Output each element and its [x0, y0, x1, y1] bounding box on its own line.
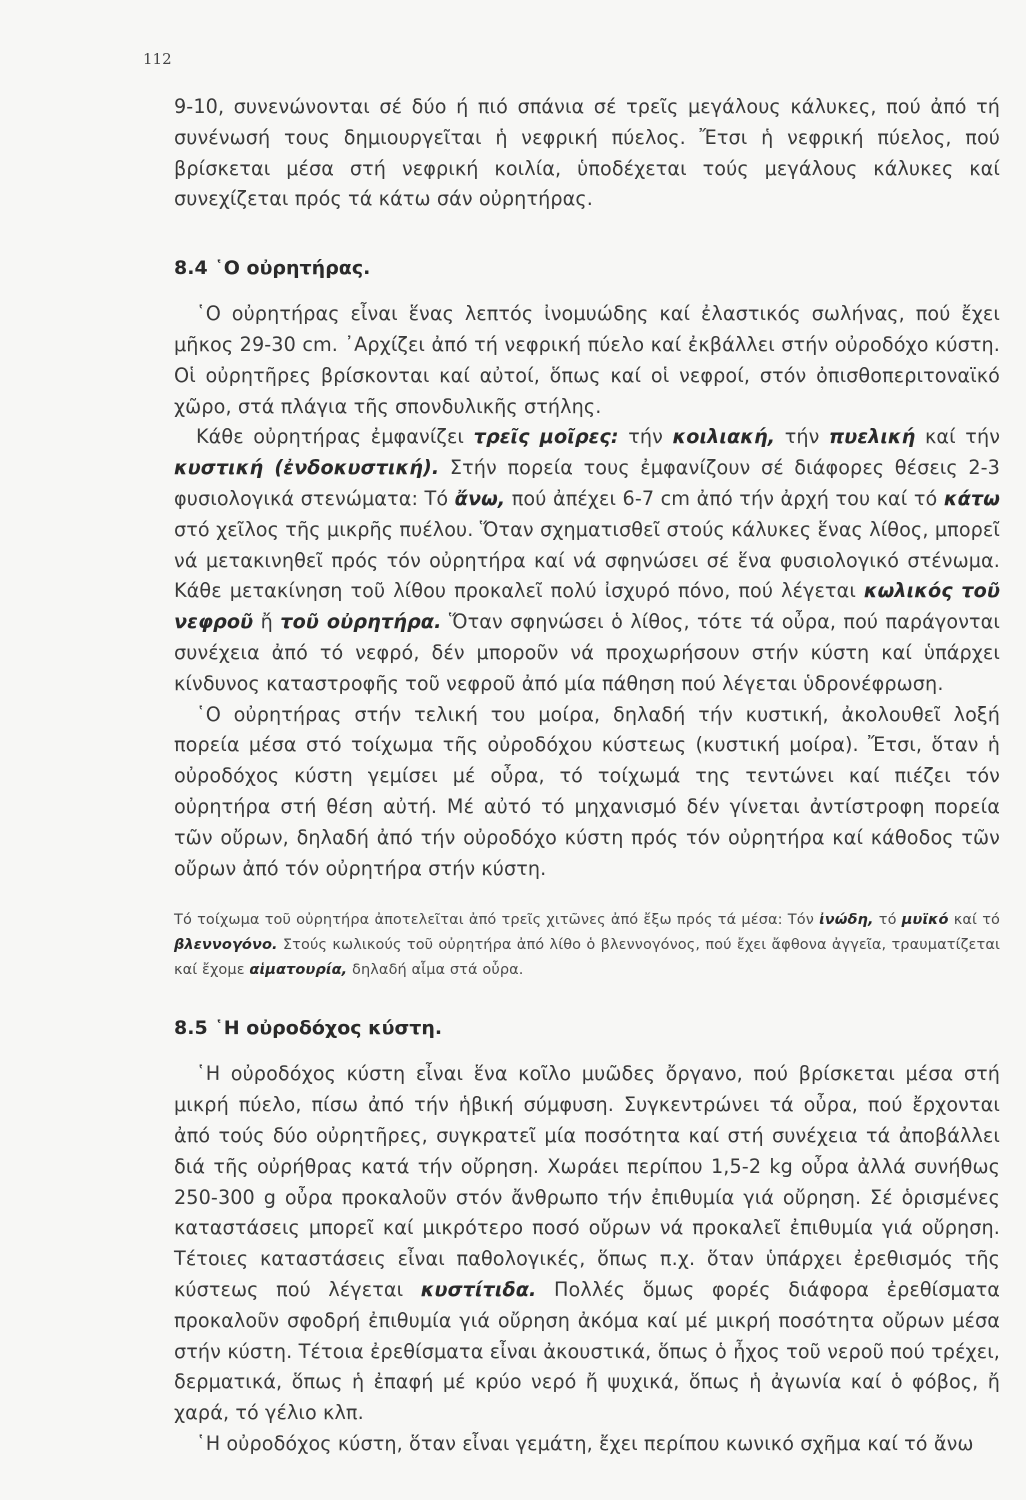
bladder-paragraph: ῾Η οὐροδόχος κύστη εἶναι ἕνα κοῖλο μυῶδες ὄργανο, πού βρίσκεται μέσα στή μικρή πύελο, πίσω ἀπό τήν ἡβική σύμφυση. Συγκεντρώνει τά οὖρα, πού ἔρχονται ἀπό τούς δύο οὐρητῆρες, συγκρατεῖ μία ποσότητα καί στή συνέχεια τά ἀποβάλλει διά τῆς οὐρήθρας κατά τήν οὔρηση. Χωράει περίπου 1,5-2 kg οὖρα ἀλλά συνήθως 250-300 g οὖρα προκαλοῦν στόν ἄνθρωπο τήν ἐπιθυμία γιά οὔρηση. Σέ ὁρισμένες καταστάσεις μπορεῖ καί μικρότερο ποσό οὔρων νά προκαλεῖ ἐπιθυμία γιά οὔρηση. Τέτοιες καταστάσεις εἶναι παθολογικές, ὅπως π.χ. ὅταν ὑπάρχει ἐρεθισμός τῆς κύστεως πού λέγεται κυστίτιδα. Πολλές ὅμως φορές διάφορα ἐρεθίσματα προκαλοῦν σφοδρή ἐπιθυμία γιά οὔρηση ἀκόμα καί μέ μικρή ποσότητα οὔρων μέσα στήν κύστη. Τέτοια ἐρεθίσματα εἶναι ἀκουστικά, ὅπως ὁ ἦχος τοῦ νεροῦ πού τρέχει, δερματικά, ὅπως ἡ ἐπαφή μέ κρύο νερό ἤ ψυχικά, ὅπως ἡ ἀγωνία καί ὁ φόβος, ἤ χαρά, τό γέλιο κλπ.: [174, 1062, 1000, 1425]
page-body: [174, 92, 1000, 1460]
ureter-definition-paragraph: ῾Ο οὐρητήρας εἶναι ἕνας λεπτός ἰνομυώδης καί ἐλαστικός σωλήνας, πού ἔχει μῆκος 29-30 cm. ᾿Αρχίζει ἀπό τή νεφρική πύελο καί ἐκβάλλει στήν οὐροδόχο κύστη. Οἱ οὐρητῆρες βρίσκονται καί αὐτοί, ὅπως καί οἱ νεφροί, στόν ὀπισθοπεριτοναϊκό χῶρο, στά πλάγια τῆς σπονδυλικῆς στήλης.: [174, 302, 1000, 418]
ureter-terminal-paragraph: ῾Ο οὐρητήρας στήν τελική του μοίρα, δηλαδή τήν κυστική, ἀκολουθεῖ λοξή πορεία μέσα στό τοίχωμα τῆς οὐροδόχου κύστεως (κυστική μοίρα). Ἔτσι, ὅταν ἡ οὐροδόχος κύστη γεμίσει μέ οὖρα, τό τοίχωμά της τεντώνει καί πιέζει τόν οὐρητήρα στή θέση αὐτή. Μέ αὐτό τό μηχανισμό δέν γίνεται ἀντίστροφη πορεία τῶν οὔρων, δηλαδή ἀπό τήν οὐροδόχο κύστη πρός τόν οὐρητήρα καί κάθοδος τῶν οὔρων ἀπό τόν οὐρητήρα στήν κύστη.: [174, 702, 1000, 880]
page-number: 112: [143, 50, 172, 68]
section-8-5-heading: 8.5 ῾Η οὐροδόχος κύστη.: [174, 1017, 443, 1040]
intro-paragraph: 9-10, συνενώνονται σέ δύο ή πιό σπάνια σέ τρεῖς μεγάλους κάλυκες, πού ἀπό τή συνένωσή τους δημιουργεῖται ἡ νεφρική πύελος. Ἔτσι ἡ νεφρική πύελος, πού βρίσκεται μέσα στή νεφρική κοιλία, ὑποδέχεται τούς μεγάλους κάλυκες καί συνεχίζεται πρός τά κάτω σάν οὐρητήρας.: [174, 95, 1000, 211]
ureter-parts-paragraph: Κάθε οὐρητήρας ἐμφανίζει τρεῖς μοῖρες: τήν κοιλιακή, τήν πυελική καί τήν κυστική (ἐνδοκυστική). Στήν πορεία τους ἐμφανίζουν σέ διάφορες θέσεις 2-3 φυσιολογικά στενώματα: Τό ἄνω, πού ἀπέχει 6-7 cm ἀπό τήν ἀρχή του καί τό κάτω στό χεῖλος τῆς μικρῆς πυέλου. Ὅταν σχηματισθεῖ στούς κάλυκες ἕνας λίθος, μπορεῖ νά μετακινηθεῖ πρός τόν οὐρητήρα καί νά σφηνώσει σέ ἕνα φυσιολογικό στένωμα. Κάθε μετακίνηση τοῦ λίθου προκαλεῖ πολύ ἰσχυρό πόνο, πού λέγεται κωλικός τοῦ νεφροῦ ἤ τοῦ οὐρητήρα. Ὅταν σφηνώσει ὁ λίθος, τότε τά οὖρα, πού παράγονται συνέχεια ἀπό τό νεφρό, δέν μποροῦν νά προχωρήσουν στήν κύστη καί ὑπάρχει κίνδυνος καταστροφῆς τοῦ νεφροῦ ἀπό μία πάθηση πού λέγεται ὑδρονέφρωση.: [174, 425, 1001, 695]
section-8-4-heading: 8.4 ῾Ο οὐρητήρας.: [174, 257, 371, 280]
bladder-shape-paragraph: ῾Η οὐροδόχος κύστη, ὅταν εἶναι γεμάτη, ἔχει περίπου κωνικό σχῆμα καί τό ἄνω: [196, 1431, 974, 1455]
ureter-wall-note: Τό τοίχωμα τοῦ οὐρητήρα ἀποτελεῖται ἀπό τρεῖς χιτῶνες ἀπό ἔξω πρός τά μέσα: Τόν ἰνώδη, τό μυϊκό καί τό βλεννογόνο. Στούς κωλικούς τοῦ οὐρητήρα ἀπό λίθο ὁ βλεννογόνος, πού ἔχει ἄφθονα ἀγγεῖα, τραυματίζεται καί ἔχομε αἱματουρία, δηλαδή αἷμα στά οὖρα.: [174, 912, 1001, 979]
